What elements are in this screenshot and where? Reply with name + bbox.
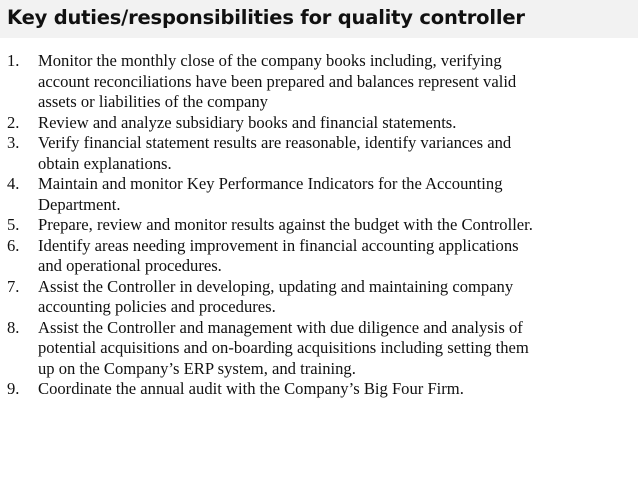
duty-number: 6. xyxy=(7,235,20,255)
duty-line: Coordinate the annual audit with the Company’s Big Four Firm. xyxy=(38,379,464,398)
duty-line: Department. xyxy=(38,194,121,214)
duty-number: 7. xyxy=(7,276,20,296)
duty-line: Identify areas needing improvement in financial accounting applications xyxy=(38,235,519,255)
page-title: Key duties/responsibilities for quality controller xyxy=(7,6,525,29)
duty-number: 5. xyxy=(7,215,20,234)
duty-number: 4. xyxy=(7,174,20,193)
duty-line: up on the Company’s ERP system, and training. xyxy=(38,358,356,378)
duty-line: Monitor the monthly close of the company books including, verifying xyxy=(38,51,502,70)
duty-line: Assist the Controller in developing, updating and maintaining company xyxy=(38,276,514,296)
duty-item xyxy=(0,51,632,113)
duty-number: 1. xyxy=(7,51,20,70)
duty-line: Assist the Controller and management with due diligence and analysis of xyxy=(38,317,523,337)
duty-line: Review and analyze subsidiary books and financial statements. xyxy=(38,112,457,132)
duty-number: 8. xyxy=(7,317,20,337)
duty-line: Verify financial statement results are reasonable, identify variances and xyxy=(38,133,512,152)
duty-item xyxy=(0,318,632,380)
duty-item xyxy=(0,277,632,318)
duty-line: Prepare, review and monitor results against the budget with the Controller. xyxy=(38,215,533,234)
duties-list xyxy=(0,51,632,400)
duty-line: account reconciliations have been prepared and balances represent valid xyxy=(38,71,517,91)
duty-line: and operational procedures. xyxy=(38,256,222,275)
duty-item xyxy=(0,215,632,236)
duty-line: assets or liabilities of the company xyxy=(38,92,268,111)
duty-number: 2. xyxy=(7,112,20,132)
duty-item xyxy=(0,379,632,400)
duty-line: Maintain and monitor Key Performance Indicators for the Accounting xyxy=(38,174,503,193)
duty-item xyxy=(0,133,632,174)
duty-item xyxy=(0,113,632,134)
duty-number: 9. xyxy=(7,379,20,398)
duty-line: obtain explanations. xyxy=(38,153,172,173)
duty-line: accounting policies and procedures. xyxy=(38,297,276,316)
duty-item xyxy=(0,236,632,277)
duty-line: potential acquisitions and on-boarding acquisitions including setting them xyxy=(38,338,529,357)
duty-item xyxy=(0,174,632,215)
duty-number: 3. xyxy=(7,133,20,152)
